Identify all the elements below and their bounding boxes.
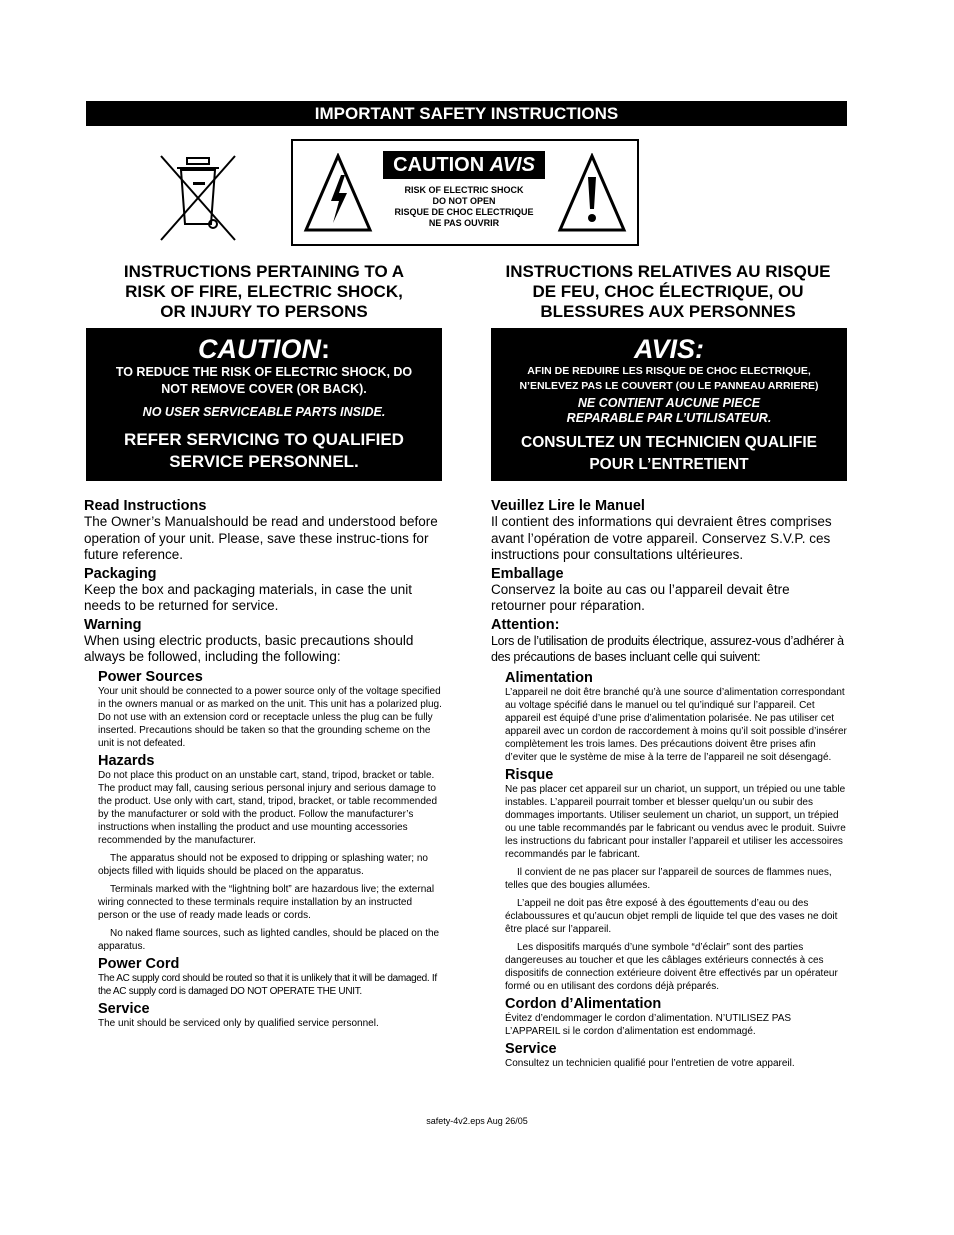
- page-footer: safety-4v2.eps Aug 26/05: [426, 1116, 528, 1126]
- section-title: Read Instructions: [84, 498, 207, 514]
- subsection-title: Hazards: [98, 752, 155, 769]
- avis-box-italic: NE CONTIENT AUCUNE PIECE: [577, 396, 761, 410]
- subsection-text: Do not place this product on an unstable cart, stand, tripod, bracket or table. The product may fall, causing serious personal injury and serious damage to the product. Use only with cart, stand, tripod, bracket, or table recommended by the manufacturer or sold with the product. Follow the manufacturer’s instructions when installing the product and use mounting accessories recommended by the manufacturer.: [98, 769, 438, 846]
- section-title: Warning: [84, 616, 142, 633]
- section-text: Il contient des informations qui devraient êtres comprises avant l’opération de votre appareil. Conservez S.V.P. ces instructions pour consultations ultérieures.: [491, 514, 832, 562]
- avis-box-line: AFIN DE REDUIRE LES RISQUE DE CHOC ELECTRIQUE,: [527, 365, 811, 377]
- subsection-text: Évitez d’endommager le cordon d’alimentation. N’UTILISEZ PAS L’APPAREIL si le cordon d’alimentation est endommagé.: [505, 1012, 792, 1037]
- avis-box-refer: CONSULTEZ UN TECHNICIEN QUALIFIE: [521, 434, 817, 451]
- subsection-text: The unit should be serviced only by qualified service personnel.: [98, 1017, 379, 1029]
- caution-box-refer: SERVICE PERSONNEL.: [169, 452, 359, 471]
- subsection-title: Service: [505, 1040, 557, 1057]
- caution-avis-title: CAUTION AVIS: [383, 151, 545, 179]
- section-text: When using electric products, basic precautions should always be followed, including the following:: [84, 632, 414, 664]
- exclamation-icon: [557, 153, 627, 233]
- subsection-text: No naked flame sources, such as lighted candles, should be placed on the apparatus.: [98, 927, 440, 952]
- french-heading: INSTRUCTIONS RELATIVES AU RISQUE DE FEU, CHOC ÉLECTRIQUE, OU BLESSURES AUX PERSONNES: [505, 262, 831, 321]
- subsection-title: Power Cord: [98, 955, 180, 972]
- french-body: [491, 498, 847, 1070]
- subsection-title: Cordon d’Alimentation: [505, 995, 662, 1012]
- subsection-title: Power Sources: [98, 668, 203, 685]
- french-avis-box: [491, 328, 847, 481]
- subsection-text: Les dispositifs marqués d’une symbole “d’éclair” sont des parties dangereuses au toucher et que les câblages extérieurs connectés à ces dispositifs de connection extérieure doivent être effectivés par un opérateur formé ou en utilisant des cordons déjà préparés.: [505, 941, 838, 992]
- caution-box-italic: NO USER SERVICEABLE PARTS INSIDE.: [142, 405, 386, 419]
- section-text: Lors de l’utilisation de produits électrique, assurez-vous d’adhérer à des précautions de bases incluant celle qui suivent:: [491, 633, 844, 664]
- caution-box-line: NOT REMOVE COVER (OR BACK).: [161, 382, 367, 396]
- caution-box-refer: REFER SERVICING TO QUALIFIED: [124, 430, 404, 449]
- english-body: [84, 498, 442, 1030]
- subsection-text: Your unit should be connected to a power source only of the voltage specified in the owners manual or as marked on the unit. This unit has a polarized plug. Do not use with an extension cord or receptacle unless the plug can be fully inserted. Precautions should be taken so that the grounding scheme on the unit is not defeated.: [98, 685, 442, 749]
- subsection-title: Risque: [505, 766, 554, 783]
- section-title: Attention:: [491, 616, 560, 633]
- section-title: Packaging: [84, 565, 157, 582]
- english-heading: INSTRUCTIONS PERTAINING TO A RISK OF FIRE, ELECTRIC SHOCK, OR INJURY TO PERSONS: [123, 262, 405, 321]
- english-caution-box: [86, 328, 442, 481]
- section-title: Emballage: [491, 565, 564, 582]
- avis-box-refer: POUR L’ENTRETIENT: [589, 456, 749, 473]
- avis-box-italic: REPARABLE PAR L’UTILISATEUR.: [566, 411, 772, 425]
- caution-label: [291, 139, 639, 246]
- section-title: Veuillez Lire le Manuel: [491, 498, 645, 514]
- page-banner: IMPORTANT SAFETY INSTRUCTIONS: [86, 101, 847, 126]
- subsection-text: L’appareil ne doit être branché qu’à une source d’alimentation correspondant au voltage spécifié dans le manuel ou tel qu’indiqué sur l’appareil. Cet appareil est équipé d’une prise d’alimentation polarisée. Ne pas utiliser cet appareil avec un cordon de raccordement à moins qu’il soit possible d’insérer complètement les trois lames. Des précautions doivent être prises afin d’eviter que le système de mise à la terre de l’appareil ne soit désengagé.: [505, 686, 847, 763]
- subsection-text: Il convient de ne pas placer sur l’appareil de sources de flammes nues, telles que des bougies allumées.: [505, 866, 832, 891]
- weee-bin-icon: [157, 152, 239, 244]
- subsection-text: The apparatus should not be exposed to dripping or splashing water; no objects filled with liquids should be placed on the apparatus.: [98, 852, 428, 877]
- caution-box-line: TO REDUCE THE RISK OF ELECTRIC SHOCK, DO: [115, 365, 413, 379]
- caution-label-text: RISK OF ELECTRIC SHOCK DO NOT OPEN RISQUE DE CHOC ELECTRIQUE NE PAS OUVRIR: [394, 185, 534, 228]
- avis-box-line: N’ENLEVEZ PAS LE COUVERT (OU LE PANNEAU ARRIERE): [519, 380, 819, 392]
- subsection-title: Alimentation: [505, 669, 593, 686]
- section-text: Conservez la boite au cas ou l’appareil devait être retourner pour réparation.: [491, 581, 790, 613]
- section-text: The Owner’s Manualshould be read and understood before operation of your unit. Please, save these instruc-tions for future reference.: [84, 514, 438, 562]
- subsection-text: The AC supply cord should be routed so that it is unlikely that it will be damaged. If the AC supply cord is damaged DO NOT OPERATE THE UNIT.: [98, 972, 437, 997]
- subsection-text: Terminals marked with the “lightning bolt” are hazardous live; the external wiring connected to these terminals require installation by an instructed person or the use of ready made leads or cords.: [98, 883, 435, 921]
- section-text: Keep the box and packaging materials, in case the unit needs to be returned for service.: [84, 581, 412, 613]
- subsection-text: L’appeil ne doit pas être exposé à des égouttements d’eau ou des éclaboussures et qu’aucun objet rempli de liquide tel que des vases ne doit être placé sur l’appareil.: [505, 897, 838, 935]
- caution-box-title: CAUTION:: [198, 334, 330, 364]
- subsection-title: Service: [98, 1000, 150, 1017]
- avis-box-title: AVIS:: [633, 334, 704, 364]
- subsection-text: Ne pas placer cet appareil sur un chariot, un support, un trépied ou une table instables. L’appareil pourrait tomber et blesser quelqu’un ou subir des dommages importants. Utiliser seulement un chariot, un support, un trépied ou une table recommandés par le fabricant ou vendus avec le produit. Suivre les instructions du fabricant pour installer l’appareil et utiliser les accessoires recommandés par le fabricant.: [505, 783, 846, 860]
- subsection-text: Consultez un technicien qualifié pour l’entretien de votre appareil.: [505, 1057, 795, 1069]
- lightning-bolt-icon: [303, 153, 373, 233]
